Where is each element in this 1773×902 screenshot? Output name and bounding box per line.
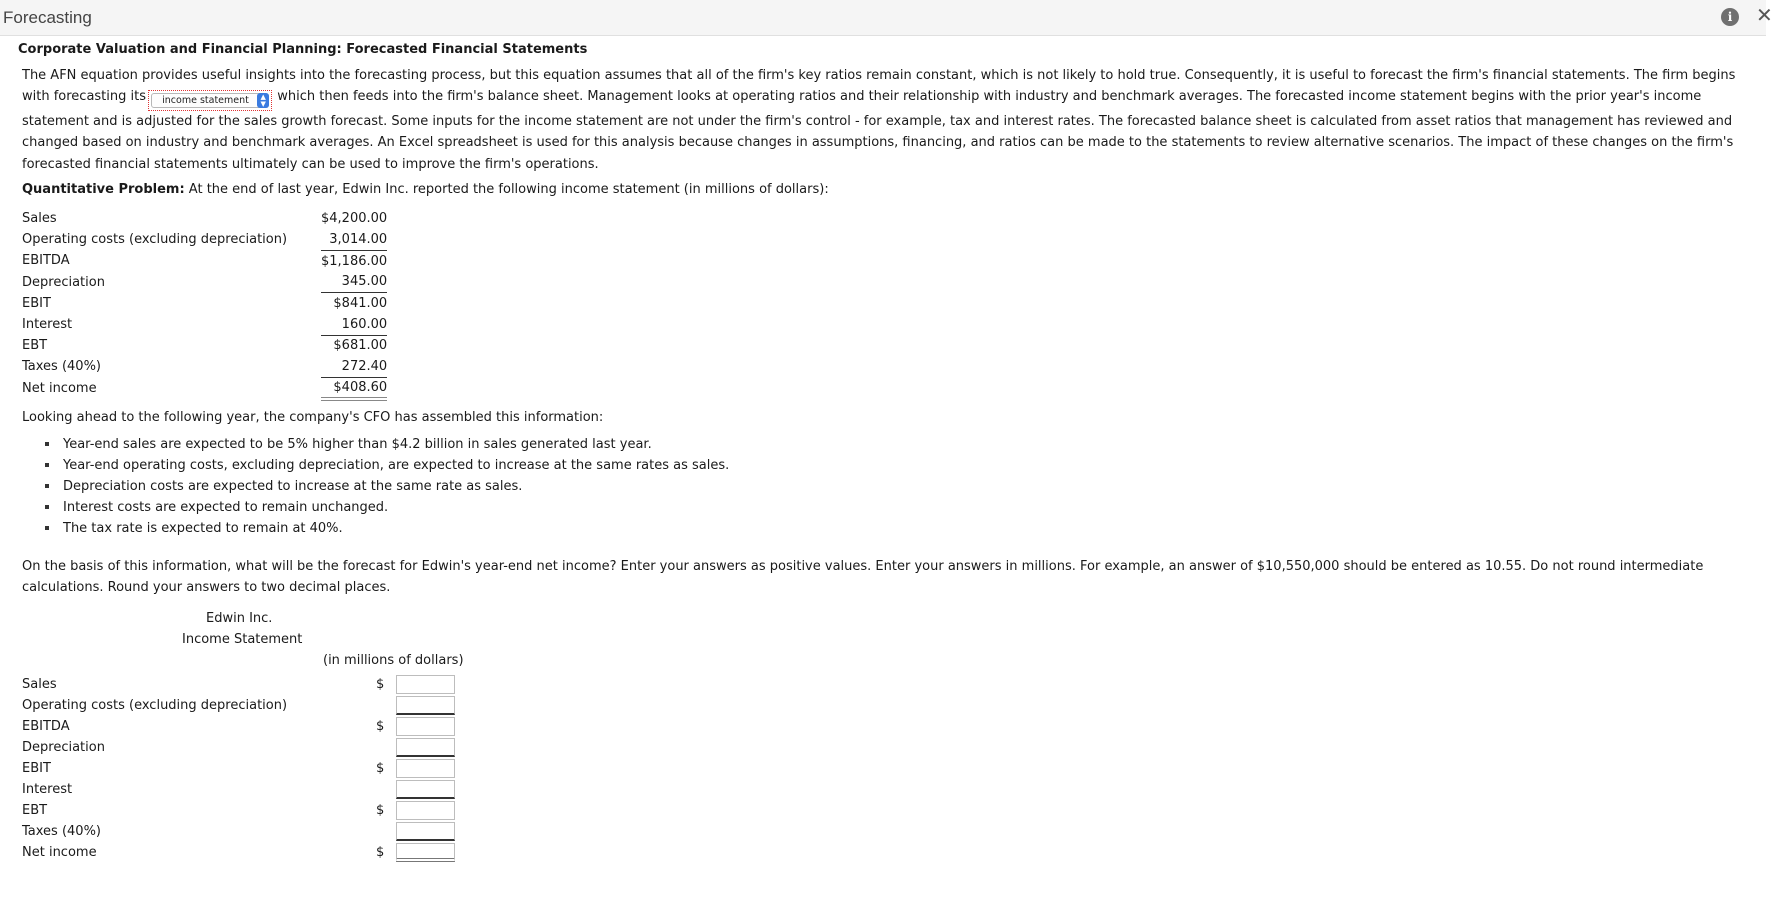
forecast-statement-title: Income Statement xyxy=(182,632,303,647)
net-income-input[interactable] xyxy=(396,843,455,862)
row-value: 345.00 xyxy=(321,272,387,293)
list-item: Year-end sales are expected to be 5% higher than $4.2 billion in sales generated last year. xyxy=(63,434,729,455)
row-label: EBITDA xyxy=(22,719,70,734)
dollar-sign: $ xyxy=(376,677,385,692)
forecast-unit-label: (in millions of dollars) xyxy=(323,653,464,668)
forecast-company-name: Edwin Inc. xyxy=(206,611,273,626)
row-label: Net income xyxy=(22,380,97,396)
operating-costs-input[interactable] xyxy=(396,696,455,715)
dollar-sign: $ xyxy=(376,761,385,776)
table-row xyxy=(22,716,456,737)
dollar-sign: $ xyxy=(376,803,385,818)
row-label: EBT xyxy=(22,803,48,818)
row-label: Operating costs (excluding depreciation) xyxy=(22,232,288,248)
row-label: Net income xyxy=(22,845,97,860)
row-label: Taxes (40%) xyxy=(22,824,101,839)
row-label: Interest xyxy=(22,317,73,333)
ebitda-input[interactable] xyxy=(396,717,455,736)
intro-text-part1: The AFN equation provides useful insights into the forecasting process, but this equation assumes that all of the firm's key ratios remain constant, which is not likely to hold true. Consequently, it is useful to forecast the firm's financial statements. The firm begins with forecasting its xyxy=(22,68,1736,105)
row-value: $841.00 xyxy=(333,296,388,312)
table-row xyxy=(22,842,456,863)
ebit-input[interactable] xyxy=(396,759,455,778)
row-value: $4,200.00 xyxy=(321,211,388,227)
prior-income-statement xyxy=(22,208,387,401)
row-label: EBT xyxy=(22,338,48,354)
forecast-income-statement xyxy=(22,674,456,863)
table-row xyxy=(22,821,456,842)
table-row xyxy=(22,695,456,716)
quantitative-problem-text: At the end of last year, Edwin Inc. reported the following income statement (in millions of dollars): xyxy=(184,182,829,197)
intro-text-part2: which then feeds into the firm's balance sheet. Management looks at operating ratios and their relationship with industry and benchmark averages. The forecasted income statement begins with the prior year's income statement and is adjusted for the sales growth forecast. Some inputs for the income statement are not under the firm's control - for example, tax and interest rates. The forecasted balance sheet is calculated from asset ratios that management has reviewed and changed based on industry and benchmark averages. An Excel spreadsheet is used for this analysis because changes in assumptions, financing, and ratios can be made to the statements to review alternative scenarios. The impact of these changes on the firm's forecasted financial statements ultimately can be used to improve the firm's operations. xyxy=(22,89,1734,172)
table-row xyxy=(22,293,387,314)
row-label: Sales xyxy=(22,677,57,692)
row-label: Sales xyxy=(22,211,57,227)
table-row xyxy=(22,758,456,779)
depreciation-input[interactable] xyxy=(396,738,455,757)
table-row xyxy=(22,737,456,758)
assumptions-list xyxy=(22,434,729,539)
row-label: Taxes (40%) xyxy=(22,359,101,375)
table-row xyxy=(22,335,387,356)
list-item: The tax rate is expected to remain at 40%. xyxy=(63,518,729,539)
table-row xyxy=(22,208,387,229)
ebt-input[interactable] xyxy=(396,801,455,820)
interest-input[interactable] xyxy=(396,780,455,799)
sales-input[interactable] xyxy=(396,675,455,694)
quantitative-problem xyxy=(22,182,829,197)
table-row xyxy=(22,250,387,271)
statement-dropdown[interactable] xyxy=(148,90,272,111)
dollar-sign: $ xyxy=(376,719,385,734)
window-title: Forecasting xyxy=(3,8,92,27)
title-bar xyxy=(0,0,1773,36)
table-row xyxy=(22,272,387,293)
intro-paragraph xyxy=(22,65,1750,175)
quantitative-problem-label: Quantitative Problem: xyxy=(22,182,185,197)
close-icon[interactable]: ✕ xyxy=(1756,3,1773,27)
row-value: $1,186.00 xyxy=(321,253,388,269)
page-title: Corporate Valuation and Financial Planning: Forecasted Financial Statements xyxy=(18,42,588,57)
statement-dropdown-select[interactable] xyxy=(151,93,269,108)
table-row xyxy=(22,229,387,250)
looking-ahead-text: Looking ahead to the following year, the company's CFO has assembled this information: xyxy=(22,410,604,425)
dollar-sign xyxy=(376,737,396,758)
row-label: Operating costs (excluding depreciation) xyxy=(22,698,288,713)
row-value: 272.40 xyxy=(321,356,387,377)
chevron-updown-icon[interactable]: ▲ ▼ xyxy=(257,93,269,108)
row-value: $408.60 xyxy=(321,378,387,399)
question-text: On the basis of this information, what will be the forecast for Edwin's year-end net income? Enter your answers as positive values. Enter your answers in millions. For example, an answer of $10,550,000 should be entered as 10.55. Do not round intermediate calculations. Round your answers to two decimal places. xyxy=(22,559,1704,596)
row-value: $681.00 xyxy=(333,338,388,354)
dollar-sign: $ xyxy=(376,845,385,860)
list-item: Interest costs are expected to remain unchanged. xyxy=(63,497,729,518)
row-label: EBIT xyxy=(22,761,51,776)
list-item: Depreciation costs are expected to increase at the same rate as sales. xyxy=(63,476,729,497)
table-row xyxy=(22,378,387,399)
table-row xyxy=(22,800,456,821)
row-value: 3,014.00 xyxy=(321,229,387,250)
table-row xyxy=(22,314,387,335)
row-label: Depreciation xyxy=(22,740,105,755)
dollar-sign xyxy=(376,695,396,716)
dollar-sign xyxy=(376,821,396,842)
row-label: Interest xyxy=(22,782,73,797)
list-item: Year-end operating costs, excluding depreciation, are expected to increase at the same rates as sales. xyxy=(63,455,729,476)
row-label: EBIT xyxy=(22,295,51,311)
dollar-sign xyxy=(376,779,396,800)
info-icon[interactable]: i xyxy=(1721,8,1739,26)
table-row xyxy=(22,356,387,377)
table-row xyxy=(22,779,456,800)
row-label: EBITDA xyxy=(22,253,70,269)
statement-dropdown-value: income statement xyxy=(162,95,249,107)
table-row xyxy=(22,674,456,695)
taxes-input[interactable] xyxy=(396,822,455,841)
row-value: 160.00 xyxy=(321,314,387,335)
row-label: Depreciation xyxy=(22,274,105,290)
